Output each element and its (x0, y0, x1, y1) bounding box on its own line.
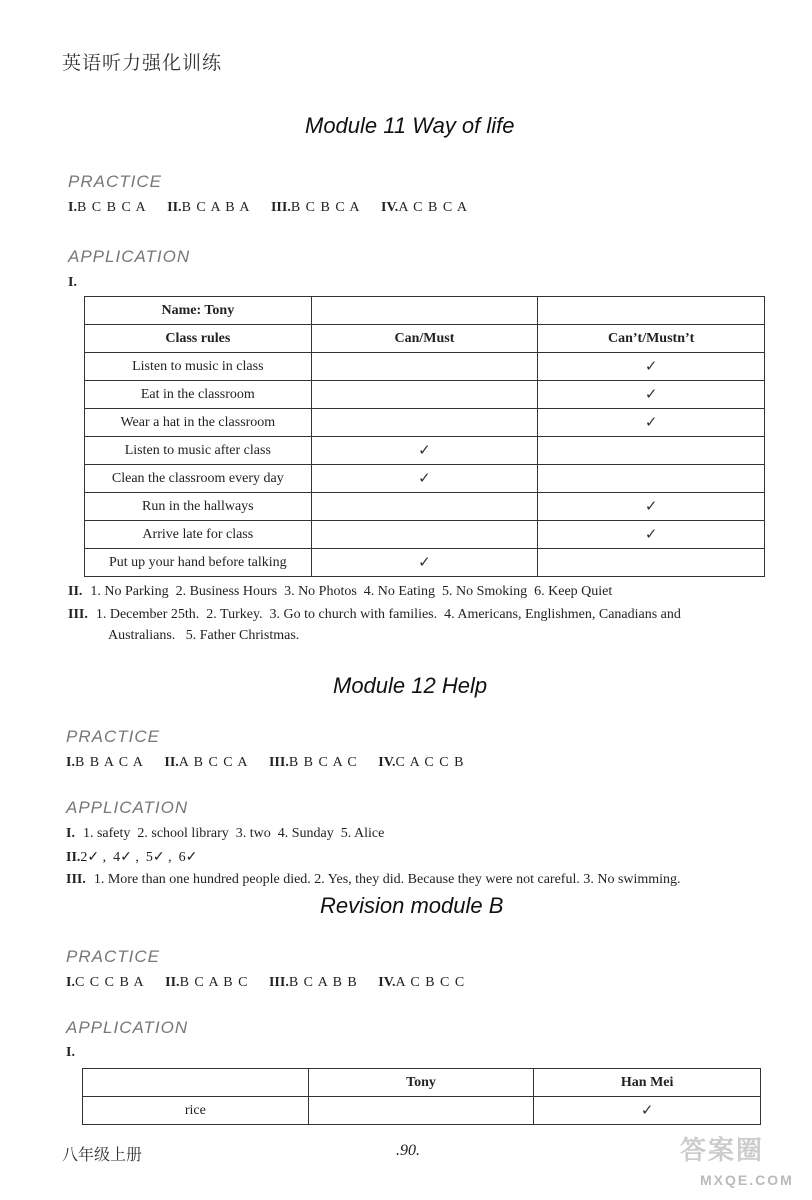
table-cell (311, 297, 538, 325)
rule-cell: Arrive late for class (85, 521, 312, 549)
item-cell: rice (83, 1097, 309, 1125)
cant-cell (538, 549, 765, 577)
module-11-title: Module 11 Way of life (305, 113, 515, 138)
module-11-practice-answers: I.B C B C A II.B C A B A III.B C B C A IV.A C B C A (68, 200, 468, 215)
can-cell (311, 493, 538, 521)
watermark-logo: 答案圈 (680, 1136, 765, 1166)
food-table (82, 1068, 761, 1125)
revision-b-part-1-number: I. (66, 1045, 75, 1060)
revision-b-application-label: APPLICATION (66, 1018, 189, 1037)
book-title: 英语听力强化训练 (62, 52, 223, 74)
module-11-part-3-line-2: Australians. 5. Father Christmas. (108, 628, 300, 643)
cant-cell (538, 465, 765, 493)
cant-cell (538, 437, 765, 465)
rule-cell: Listen to music after class (85, 437, 312, 465)
table-cell (538, 297, 765, 325)
can-cell (311, 381, 538, 409)
revision-b-title: Revision module B (320, 893, 504, 918)
table-row (85, 353, 765, 381)
cant-cell: ✓ (538, 381, 765, 409)
rule-cell: Listen to music in class (85, 353, 312, 381)
cant-cell: ✓ (538, 409, 765, 437)
can-cell (311, 409, 538, 437)
rule-cell: Clean the classroom every day (85, 465, 312, 493)
can-cell (311, 521, 538, 549)
rule-cell: Wear a hat in the classroom (85, 409, 312, 437)
can-cell: ✓ (311, 465, 538, 493)
column-header: Han Mei (534, 1069, 761, 1097)
table-row (85, 549, 765, 577)
module-12-practice-label: PRACTICE (66, 727, 160, 746)
hanmei-cell: ✓ (534, 1097, 761, 1125)
table-row (85, 409, 765, 437)
module-12-application-label: APPLICATION (66, 798, 189, 817)
table-row (85, 465, 765, 493)
can-cell (311, 353, 538, 381)
table-row (85, 521, 765, 549)
cant-cell: ✓ (538, 521, 765, 549)
revision-b-practice-answers: I.C C C B A II.B C A B C III.B C A B B IV.A C B C C (66, 975, 465, 990)
tony-cell (308, 1097, 534, 1125)
table-header-row (85, 325, 765, 353)
rule-cell: Run in the hallways (85, 493, 312, 521)
table-header-row (83, 1069, 761, 1097)
class-rules-table (84, 296, 765, 577)
column-header: Can’t/Mustn’t (538, 325, 765, 353)
watermark-url: MXQE.COM (700, 1172, 794, 1188)
can-cell: ✓ (311, 437, 538, 465)
column-header: Can/Must (311, 325, 538, 353)
page-number: .90. (396, 1142, 420, 1159)
module-12-practice-answers: I.B B A C A II.A B C C A III.B B C A C IV.C A C C B (66, 755, 464, 770)
table-row (83, 1097, 761, 1125)
module-12-part-2: II.2✓ , 4✓ , 5✓ , 6✓ (66, 850, 198, 865)
grade-label: 八年级上册 (62, 1145, 143, 1164)
cant-cell: ✓ (538, 493, 765, 521)
module-12-part-3: III. 1. More than one hundred people died. 2. Yes, they did. Because they were not careful. 3. No swimming. (66, 872, 681, 887)
module-12-part-1: I. 1. safety 2. school library 3. two 4. Sunday 5. Alice (66, 826, 385, 841)
cant-cell: ✓ (538, 353, 765, 381)
module-11-practice-label: PRACTICE (68, 172, 162, 191)
module-11-part-1-number: I. (68, 275, 77, 290)
name-cell: Name: Tony (85, 297, 312, 325)
module-11-part-3-line-1: III. 1. December 25th. 2. Turkey. 3. Go to church with families. 4. Americans, Englishmen, Canadians and (68, 607, 681, 622)
module-11-application-label: APPLICATION (68, 247, 191, 266)
table-row (85, 493, 765, 521)
column-header: Class rules (85, 325, 312, 353)
can-cell: ✓ (311, 549, 538, 577)
table-row (85, 437, 765, 465)
column-header: Tony (308, 1069, 534, 1097)
module-12-title: Module 12 Help (333, 673, 488, 698)
rule-cell: Eat in the classroom (85, 381, 312, 409)
rule-cell: Put up your hand before talking (85, 549, 312, 577)
revision-b-practice-label: PRACTICE (66, 947, 160, 966)
column-header (83, 1069, 309, 1097)
table-row (85, 381, 765, 409)
table-row (85, 297, 765, 325)
module-11-part-2: II. 1. No Parking 2. Business Hours 3. No Photos 4. No Eating 5. No Smoking 6. Keep Quiet (68, 584, 613, 599)
